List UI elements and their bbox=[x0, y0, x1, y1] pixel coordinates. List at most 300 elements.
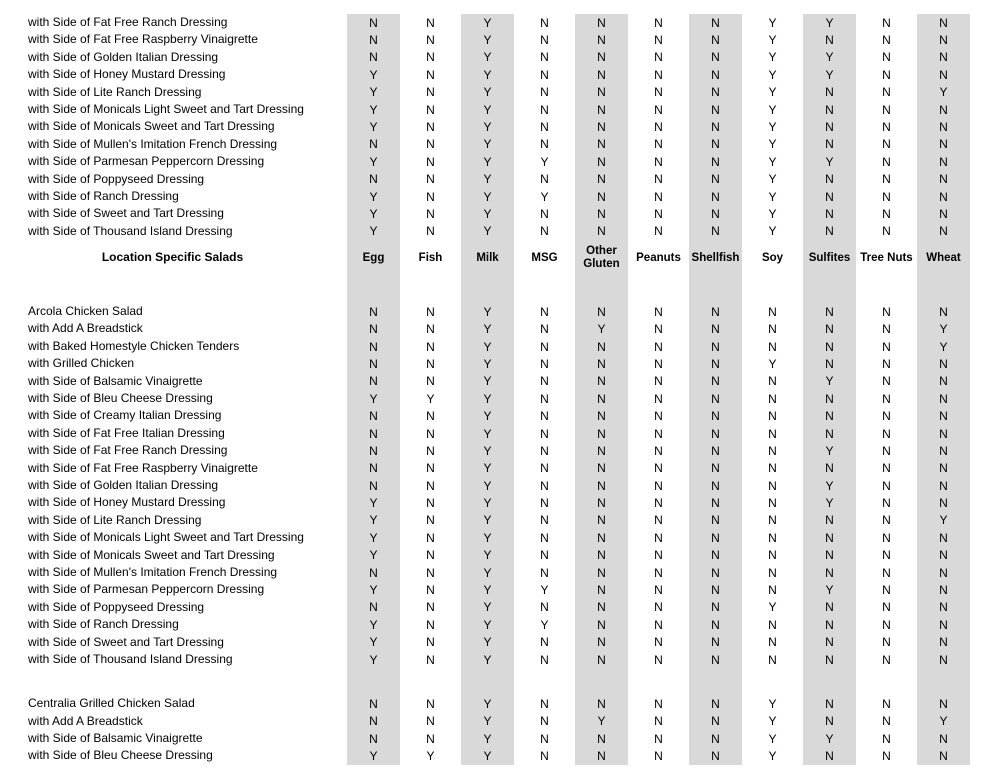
allergen-value-wheat: Y bbox=[915, 84, 972, 101]
allergen-value-egg: Y bbox=[345, 616, 402, 633]
allergen-value-tree-nuts: N bbox=[858, 494, 915, 511]
table-row bbox=[0, 390, 1000, 407]
allergen-value-sulfites: N bbox=[801, 223, 858, 240]
allergen-value-tree-nuts: N bbox=[858, 564, 915, 581]
allergen-value-msg: N bbox=[516, 84, 573, 101]
allergen-value-msg: N bbox=[516, 49, 573, 66]
allergen-value-egg: Y bbox=[345, 188, 402, 205]
allergen-value-shellfish bbox=[687, 668, 744, 695]
allergen-value-wheat: N bbox=[915, 695, 972, 712]
allergen-value-egg: N bbox=[345, 477, 402, 494]
allergen-value-milk: Y bbox=[459, 84, 516, 101]
item-name: with Side of Bleu Cheese Dressing bbox=[28, 391, 213, 406]
allergen-value-msg: N bbox=[516, 373, 573, 390]
allergen-value-shellfish: N bbox=[687, 529, 744, 546]
allergen-value-shellfish: N bbox=[687, 171, 744, 188]
allergen-value-msg: N bbox=[516, 205, 573, 222]
allergen-value-other-gluten: N bbox=[573, 747, 630, 764]
allergen-value-soy: Y bbox=[744, 747, 801, 764]
allergen-value-fish: N bbox=[402, 303, 459, 320]
allergen-value-egg: Y bbox=[345, 494, 402, 511]
allergen-value-soy: Y bbox=[744, 49, 801, 66]
allergen-value-shellfish: N bbox=[687, 425, 744, 442]
allergen-value-egg: N bbox=[345, 49, 402, 66]
allergen-value-other-gluten: N bbox=[573, 188, 630, 205]
allergen-value-wheat: N bbox=[915, 136, 972, 153]
allergen-value-wheat: N bbox=[915, 477, 972, 494]
allergen-value-soy: N bbox=[744, 547, 801, 564]
spacer-row bbox=[0, 668, 1000, 695]
allergen-value-milk: Y bbox=[459, 373, 516, 390]
allergen-value-shellfish: N bbox=[687, 547, 744, 564]
allergen-value-egg: Y bbox=[345, 101, 402, 118]
allergen-value-wheat: N bbox=[915, 153, 972, 170]
spacer-row bbox=[0, 276, 1000, 303]
allergen-value-sulfites: N bbox=[801, 747, 858, 764]
allergen-value-wheat: N bbox=[915, 373, 972, 390]
allergen-value-milk: Y bbox=[459, 494, 516, 511]
spacer-name-cell bbox=[0, 668, 345, 695]
allergen-value-fish: N bbox=[402, 31, 459, 48]
table-row bbox=[0, 425, 1000, 442]
item-name: with Side of Lite Ranch Dressing bbox=[28, 84, 202, 99]
allergen-value-shellfish: N bbox=[687, 320, 744, 337]
allergen-value-egg: N bbox=[345, 442, 402, 459]
allergen-value-other-gluten: Y bbox=[573, 320, 630, 337]
item-name: with Side of Fat Free Ranch Dressing bbox=[28, 443, 228, 458]
allergen-value-egg bbox=[345, 668, 402, 695]
allergen-value-milk: Y bbox=[459, 581, 516, 598]
allergen-value-wheat: N bbox=[915, 118, 972, 135]
allergen-value-milk: Y bbox=[459, 477, 516, 494]
allergen-value-tree-nuts: N bbox=[858, 616, 915, 633]
item-name: with Side of Ranch Dressing bbox=[28, 617, 179, 632]
allergen-value-msg: N bbox=[516, 695, 573, 712]
allergen-value-peanuts: N bbox=[630, 136, 687, 153]
allergen-value-tree-nuts: N bbox=[858, 713, 915, 730]
allergen-value-shellfish: N bbox=[687, 651, 744, 668]
allergen-value-wheat: N bbox=[915, 171, 972, 188]
column-header-milk: Milk bbox=[459, 240, 516, 276]
allergen-value-msg bbox=[516, 276, 573, 303]
allergen-value-other-gluten: N bbox=[573, 512, 630, 529]
allergen-value-msg: N bbox=[516, 651, 573, 668]
allergen-value-tree-nuts: N bbox=[858, 651, 915, 668]
allergen-value-fish: N bbox=[402, 14, 459, 31]
allergen-value-shellfish: N bbox=[687, 153, 744, 170]
allergen-value-milk: Y bbox=[459, 547, 516, 564]
allergen-value-egg: N bbox=[345, 320, 402, 337]
allergen-value-fish: N bbox=[402, 223, 459, 240]
allergen-value-fish: N bbox=[402, 713, 459, 730]
allergen-value-shellfish: N bbox=[687, 747, 744, 764]
allergen-value-shellfish: N bbox=[687, 303, 744, 320]
allergen-value-soy: Y bbox=[744, 31, 801, 48]
allergen-value-shellfish: N bbox=[687, 101, 744, 118]
allergen-value-shellfish: N bbox=[687, 14, 744, 31]
allergen-value-soy: N bbox=[744, 425, 801, 442]
allergen-value-sulfites: N bbox=[801, 390, 858, 407]
allergen-value-tree-nuts: N bbox=[858, 49, 915, 66]
allergen-value-fish bbox=[402, 668, 459, 695]
column-header-soy: Soy bbox=[744, 240, 801, 276]
allergen-value-soy: Y bbox=[744, 153, 801, 170]
allergen-value-other-gluten: N bbox=[573, 373, 630, 390]
allergen-value-tree-nuts: N bbox=[858, 84, 915, 101]
allergen-value-peanuts: N bbox=[630, 373, 687, 390]
allergen-value-other-gluten: N bbox=[573, 442, 630, 459]
allergen-value-other-gluten: N bbox=[573, 31, 630, 48]
allergen-value-sulfites: N bbox=[801, 320, 858, 337]
allergen-value-milk: Y bbox=[459, 713, 516, 730]
allergen-value-egg: N bbox=[345, 460, 402, 477]
allergen-value-peanuts bbox=[630, 668, 687, 695]
allergen-value-egg: Y bbox=[345, 118, 402, 135]
allergen-value-wheat: N bbox=[915, 205, 972, 222]
allergen-value-other-gluten: N bbox=[573, 695, 630, 712]
column-header-peanuts: Peanuts bbox=[630, 240, 687, 276]
table-row bbox=[0, 512, 1000, 529]
allergen-value-peanuts: N bbox=[630, 529, 687, 546]
allergen-value-fish: N bbox=[402, 599, 459, 616]
allergen-value-egg: Y bbox=[345, 512, 402, 529]
allergen-value-shellfish: N bbox=[687, 355, 744, 372]
allergen-value-msg: N bbox=[516, 713, 573, 730]
item-name: with Side of Bleu Cheese Dressing bbox=[28, 748, 213, 763]
item-name: with Side of Golden Italian Dressing bbox=[28, 477, 219, 492]
allergen-value-sulfites: N bbox=[801, 651, 858, 668]
allergen-value-tree-nuts: N bbox=[858, 303, 915, 320]
allergen-value-wheat: N bbox=[915, 188, 972, 205]
allergen-value-egg: Y bbox=[345, 651, 402, 668]
allergen-value-wheat: N bbox=[915, 355, 972, 372]
allergen-value-egg: N bbox=[345, 303, 402, 320]
allergen-value-tree-nuts: N bbox=[858, 477, 915, 494]
allergen-value-fish: Y bbox=[402, 747, 459, 764]
allergen-value-shellfish: N bbox=[687, 205, 744, 222]
allergen-value-sulfites: Y bbox=[801, 442, 858, 459]
allergen-value-wheat bbox=[915, 668, 972, 695]
allergen-value-other-gluten: N bbox=[573, 581, 630, 598]
table-row bbox=[0, 460, 1000, 477]
allergen-value-shellfish bbox=[687, 276, 744, 303]
column-header-wheat: Wheat bbox=[915, 240, 972, 276]
allergen-value-wheat: Y bbox=[915, 713, 972, 730]
table-row bbox=[0, 31, 1000, 48]
item-name: with Side of Balsamic Vinaigrette bbox=[28, 373, 203, 388]
allergen-value-sulfites: N bbox=[801, 205, 858, 222]
column-header-other-gluten: Other Gluten bbox=[573, 240, 630, 276]
table-row bbox=[0, 494, 1000, 511]
item-name: with Side of Fat Free Raspberry Vinaigrette bbox=[28, 460, 258, 475]
allergen-value-egg: N bbox=[345, 695, 402, 712]
allergen-value-wheat: N bbox=[915, 616, 972, 633]
allergen-value-wheat: N bbox=[915, 599, 972, 616]
allergen-value-fish: N bbox=[402, 136, 459, 153]
item-name: with Grilled Chicken bbox=[28, 356, 135, 371]
allergen-value-tree-nuts: N bbox=[858, 118, 915, 135]
allergen-value-egg: Y bbox=[345, 529, 402, 546]
allergen-value-soy: Y bbox=[744, 188, 801, 205]
allergen-value-sulfites: N bbox=[801, 634, 858, 651]
allergen-value-sulfites: N bbox=[801, 171, 858, 188]
table-row bbox=[0, 634, 1000, 651]
table-row bbox=[0, 695, 1000, 712]
allergen-value-wheat: N bbox=[915, 529, 972, 546]
allergen-value-fish: N bbox=[402, 477, 459, 494]
allergen-value-sulfites: N bbox=[801, 101, 858, 118]
allergen-value-sulfites bbox=[801, 668, 858, 695]
allergen-value-milk: Y bbox=[459, 460, 516, 477]
allergen-value-msg: N bbox=[516, 303, 573, 320]
allergen-value-soy: N bbox=[744, 390, 801, 407]
allergen-value-wheat: N bbox=[915, 407, 972, 424]
allergen-value-wheat: N bbox=[915, 730, 972, 747]
allergen-value-fish: N bbox=[402, 634, 459, 651]
allergen-value-tree-nuts bbox=[858, 276, 915, 303]
allergen-value-wheat: N bbox=[915, 223, 972, 240]
allergen-value-wheat: N bbox=[915, 303, 972, 320]
allergen-value-milk: Y bbox=[459, 512, 516, 529]
allergen-value-tree-nuts: N bbox=[858, 512, 915, 529]
allergen-value-msg: N bbox=[516, 460, 573, 477]
allergen-value-other-gluten: N bbox=[573, 338, 630, 355]
allergen-value-msg: N bbox=[516, 14, 573, 31]
allergen-value-wheat: N bbox=[915, 460, 972, 477]
allergen-value-tree-nuts: N bbox=[858, 31, 915, 48]
allergen-value-other-gluten: N bbox=[573, 634, 630, 651]
allergen-value-wheat: N bbox=[915, 564, 972, 581]
allergen-value-msg: N bbox=[516, 136, 573, 153]
allergen-value-milk: Y bbox=[459, 747, 516, 764]
allergen-value-egg: N bbox=[345, 355, 402, 372]
allergen-value-msg: N bbox=[516, 477, 573, 494]
allergen-value-soy: N bbox=[744, 581, 801, 598]
allergen-value-wheat: Y bbox=[915, 338, 972, 355]
table-header-row bbox=[0, 240, 1000, 276]
allergen-value-other-gluten: N bbox=[573, 547, 630, 564]
allergen-value-milk: Y bbox=[459, 529, 516, 546]
item-name: with Add A Breadstick bbox=[28, 321, 143, 336]
item-name: with Side of Lite Ranch Dressing bbox=[28, 512, 202, 527]
allergen-value-wheat: N bbox=[915, 442, 972, 459]
allergen-value-msg: N bbox=[516, 442, 573, 459]
allergen-value-milk: Y bbox=[459, 442, 516, 459]
allergen-value-fish: N bbox=[402, 529, 459, 546]
allergen-value-milk: Y bbox=[459, 14, 516, 31]
table-row bbox=[0, 529, 1000, 546]
allergen-value-soy: N bbox=[744, 338, 801, 355]
allergen-value-wheat bbox=[915, 276, 972, 303]
allergen-value-shellfish: N bbox=[687, 695, 744, 712]
allergen-value-wheat: N bbox=[915, 49, 972, 66]
allergen-value-fish: N bbox=[402, 188, 459, 205]
allergen-value-soy: N bbox=[744, 651, 801, 668]
allergen-value-shellfish: N bbox=[687, 223, 744, 240]
allergen-value-peanuts: N bbox=[630, 747, 687, 764]
allergen-value-egg: N bbox=[345, 407, 402, 424]
allergen-value-tree-nuts: N bbox=[858, 66, 915, 83]
allergen-value-msg: N bbox=[516, 730, 573, 747]
allergen-value-tree-nuts: N bbox=[858, 101, 915, 118]
allergen-value-tree-nuts: N bbox=[858, 407, 915, 424]
item-name: with Add A Breadstick bbox=[28, 713, 143, 728]
allergen-value-msg: N bbox=[516, 494, 573, 511]
table-row bbox=[0, 442, 1000, 459]
item-name: with Side of Thousand Island Dressing bbox=[28, 651, 233, 666]
allergen-value-fish: Y bbox=[402, 390, 459, 407]
table-row bbox=[0, 564, 1000, 581]
table-row bbox=[0, 303, 1000, 320]
allergen-value-soy: Y bbox=[744, 14, 801, 31]
allergen-value-fish: N bbox=[402, 373, 459, 390]
table-row bbox=[0, 651, 1000, 668]
table-row bbox=[0, 205, 1000, 222]
allergen-value-soy: N bbox=[744, 564, 801, 581]
allergen-value-sulfites: N bbox=[801, 529, 858, 546]
allergen-value-fish: N bbox=[402, 494, 459, 511]
allergen-value-shellfish: N bbox=[687, 84, 744, 101]
item-name: with Side of Monicals Sweet and Tart Dressing bbox=[28, 119, 275, 134]
allergen-value-sulfites: N bbox=[801, 460, 858, 477]
table-row bbox=[0, 616, 1000, 633]
allergen-value-shellfish: N bbox=[687, 338, 744, 355]
allergen-value-other-gluten: N bbox=[573, 616, 630, 633]
allergen-value-msg: N bbox=[516, 223, 573, 240]
table-row bbox=[0, 171, 1000, 188]
allergen-value-soy: Y bbox=[744, 355, 801, 372]
allergen-value-soy: Y bbox=[744, 730, 801, 747]
allergen-value-sulfites: Y bbox=[801, 14, 858, 31]
allergen-value-peanuts: N bbox=[630, 171, 687, 188]
allergen-value-milk: Y bbox=[459, 695, 516, 712]
allergen-value-sulfites: N bbox=[801, 338, 858, 355]
allergen-value-soy: Y bbox=[744, 66, 801, 83]
allergen-value-other-gluten: N bbox=[573, 171, 630, 188]
allergen-value-tree-nuts: N bbox=[858, 442, 915, 459]
allergen-value-egg: Y bbox=[345, 223, 402, 240]
allergen-value-shellfish: N bbox=[687, 390, 744, 407]
allergen-value-tree-nuts: N bbox=[858, 171, 915, 188]
item-name: Arcola Chicken Salad bbox=[28, 304, 143, 319]
allergen-value-sulfites: N bbox=[801, 695, 858, 712]
allergen-value-tree-nuts: N bbox=[858, 529, 915, 546]
allergen-value-tree-nuts: N bbox=[858, 373, 915, 390]
allergen-value-msg: Y bbox=[516, 616, 573, 633]
allergen-value-tree-nuts: N bbox=[858, 188, 915, 205]
allergen-value-egg: N bbox=[345, 599, 402, 616]
allergen-value-sulfites: N bbox=[801, 118, 858, 135]
allergen-value-milk: Y bbox=[459, 355, 516, 372]
allergen-value-sulfites: N bbox=[801, 512, 858, 529]
allergen-value-tree-nuts: N bbox=[858, 547, 915, 564]
allergen-value-soy: N bbox=[744, 512, 801, 529]
allergen-value-other-gluten: N bbox=[573, 84, 630, 101]
allergen-value-peanuts: N bbox=[630, 320, 687, 337]
allergen-value-sulfites bbox=[801, 276, 858, 303]
allergen-value-egg: N bbox=[345, 425, 402, 442]
allergen-value-egg bbox=[345, 276, 402, 303]
column-header-shellfish: Shellfish bbox=[687, 240, 744, 276]
allergen-value-peanuts: N bbox=[630, 338, 687, 355]
allergen-value-shellfish: N bbox=[687, 599, 744, 616]
table-row bbox=[0, 547, 1000, 564]
allergen-value-wheat: N bbox=[915, 390, 972, 407]
allergen-value-soy bbox=[744, 276, 801, 303]
allergen-value-msg: N bbox=[516, 547, 573, 564]
allergen-value-soy: N bbox=[744, 616, 801, 633]
table-row bbox=[0, 118, 1000, 135]
column-header-fish: Fish bbox=[402, 240, 459, 276]
allergen-value-fish: N bbox=[402, 407, 459, 424]
allergen-value-milk: Y bbox=[459, 730, 516, 747]
allergen-value-peanuts: N bbox=[630, 118, 687, 135]
allergen-value-fish: N bbox=[402, 730, 459, 747]
allergen-value-peanuts: N bbox=[630, 477, 687, 494]
allergen-value-fish: N bbox=[402, 651, 459, 668]
table-row bbox=[0, 355, 1000, 372]
allergen-value-msg: N bbox=[516, 101, 573, 118]
allergen-value-msg: N bbox=[516, 390, 573, 407]
allergen-value-peanuts: N bbox=[630, 188, 687, 205]
allergen-value-soy bbox=[744, 668, 801, 695]
allergen-value-egg: Y bbox=[345, 84, 402, 101]
item-name: with Side of Fat Free Ranch Dressing bbox=[28, 15, 228, 29]
column-header-msg: MSG bbox=[516, 240, 573, 276]
allergen-value-tree-nuts: N bbox=[858, 153, 915, 170]
allergen-value-fish: N bbox=[402, 442, 459, 459]
allergen-value-sulfites: N bbox=[801, 188, 858, 205]
allergen-value-soy: Y bbox=[744, 695, 801, 712]
allergen-value-peanuts bbox=[630, 276, 687, 303]
allergen-value-fish: N bbox=[402, 49, 459, 66]
allergen-value-tree-nuts: N bbox=[858, 338, 915, 355]
allergen-value-peanuts: N bbox=[630, 84, 687, 101]
allergen-value-sulfites: N bbox=[801, 355, 858, 372]
allergen-value-msg: Y bbox=[516, 153, 573, 170]
allergen-value-sulfites: N bbox=[801, 407, 858, 424]
table-row bbox=[0, 49, 1000, 66]
allergen-value-fish: N bbox=[402, 547, 459, 564]
allergen-value-soy: N bbox=[744, 407, 801, 424]
table-row bbox=[0, 713, 1000, 730]
allergen-value-tree-nuts: N bbox=[858, 460, 915, 477]
allergen-value-other-gluten: N bbox=[573, 564, 630, 581]
allergen-value-shellfish: N bbox=[687, 66, 744, 83]
allergen-value-fish: N bbox=[402, 153, 459, 170]
allergen-value-egg: N bbox=[345, 564, 402, 581]
allergen-value-peanuts: N bbox=[630, 695, 687, 712]
allergen-value-other-gluten: N bbox=[573, 494, 630, 511]
allergen-value-tree-nuts: N bbox=[858, 695, 915, 712]
allergen-value-peanuts: N bbox=[630, 49, 687, 66]
allergen-value-milk: Y bbox=[459, 49, 516, 66]
allergen-value-shellfish: N bbox=[687, 581, 744, 598]
allergen-value-egg: N bbox=[345, 338, 402, 355]
allergen-value-shellfish: N bbox=[687, 373, 744, 390]
allergen-value-fish: N bbox=[402, 616, 459, 633]
allergen-value-other-gluten: N bbox=[573, 14, 630, 31]
allergen-value-milk: Y bbox=[459, 303, 516, 320]
allergen-value-tree-nuts: N bbox=[858, 223, 915, 240]
allergen-value-wheat: N bbox=[915, 101, 972, 118]
table-row bbox=[0, 581, 1000, 598]
allergen-value-soy: Y bbox=[744, 171, 801, 188]
allergen-value-tree-nuts: N bbox=[858, 425, 915, 442]
allergen-value-milk: Y bbox=[459, 634, 516, 651]
table-row bbox=[0, 223, 1000, 240]
allergen-value-tree-nuts: N bbox=[858, 747, 915, 764]
